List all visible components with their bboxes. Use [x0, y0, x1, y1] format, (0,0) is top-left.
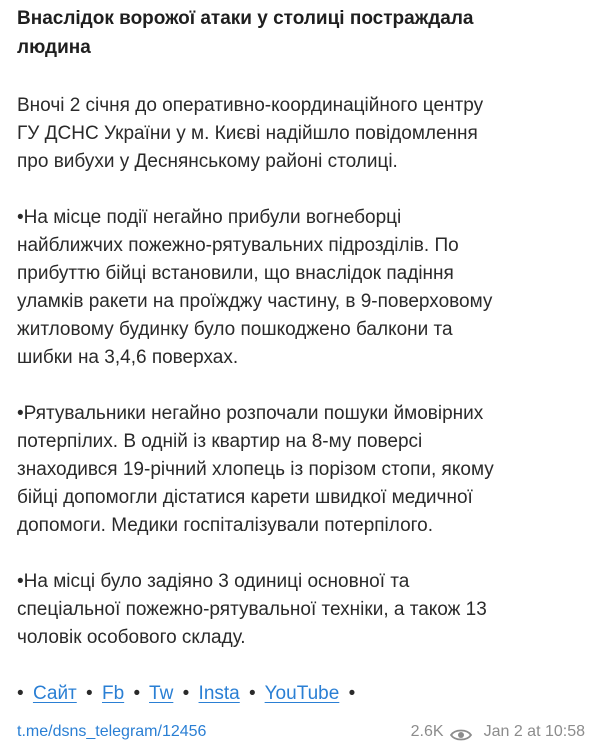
- paragraph-line: допомоги. Медики госпіталізували потерпілого.: [17, 515, 434, 536]
- paragraph-2: [17, 204, 585, 372]
- bullet-separator: •: [86, 683, 93, 704]
- paragraph-line: найближчих пожежно-рятувальних підрозділів. По: [17, 235, 459, 256]
- instagram-link[interactable]: Insta: [198, 683, 240, 704]
- paragraph-line: ГУ ДСНС України у м. Києві надійшло повідомлення: [17, 123, 478, 144]
- post-title-line-2: людина: [17, 37, 91, 58]
- paragraph-line: знаходився 19-річний хлопець із порізом стопи, якому: [17, 459, 494, 480]
- post-date: Jan 2 at 10:58: [483, 723, 585, 740]
- paragraph-line: шибки на 3,4,6 поверхах.: [17, 347, 239, 368]
- paragraph-line: •Рятувальники негайно розпочали пошуки ймовірних: [17, 403, 484, 424]
- paragraph-line: Вночі 2 січня до оперативно-координаційного центру: [17, 95, 484, 116]
- twitter-link[interactable]: Tw: [149, 683, 174, 704]
- paragraph-line: житловому будинку було пошкоджено балкони та: [17, 319, 453, 340]
- paragraph-1: [17, 92, 585, 176]
- view-count: 2.6K: [410, 723, 444, 740]
- paragraph-line: бійці допомогли дістатися карети швидкої медичної: [17, 487, 473, 508]
- paragraph-3: [17, 400, 585, 540]
- site-link[interactable]: Сайт: [32, 683, 77, 704]
- post-footer: [17, 719, 585, 745]
- paragraph-line: прибуттю бійці встановили, що внаслідок падіння: [17, 263, 454, 284]
- bullet-separator: •: [249, 683, 256, 704]
- paragraph-line: чоловік особового складу.: [17, 627, 246, 648]
- bullet-separator: •: [133, 683, 141, 704]
- post-meta: [411, 719, 585, 745]
- paragraph-line: про вибухи у Деснянському районі столиці.: [17, 151, 398, 172]
- post-permalink[interactable]: t.me/dsns_telegram/12456: [17, 723, 207, 740]
- paragraph-4: [17, 568, 585, 652]
- paragraph-line: потерпілих. В одній із квартир на 8-му поверсі: [17, 431, 423, 452]
- paragraph-line: •На місці було задіяно 3 одиниці основної та: [17, 571, 410, 592]
- bullet-separator: •: [182, 683, 190, 704]
- facebook-link[interactable]: Fb: [101, 683, 125, 704]
- social-links-row: [17, 680, 585, 708]
- bullet-separator: •: [348, 683, 356, 704]
- eye-icon: [450, 725, 472, 739]
- post-title: [17, 4, 585, 62]
- bullet-separator: •: [17, 683, 24, 704]
- youtube-link[interactable]: YouTube: [264, 683, 340, 704]
- paragraph-line: спеціальної пожежно-рятувальної техніки, а також 13: [17, 599, 487, 620]
- paragraph-line: уламків ракети на проїжджу частину, в 9-поверховому: [17, 291, 493, 312]
- post-title-line-1: Внаслідок ворожої атаки у столиці постраждала: [17, 8, 474, 29]
- paragraph-line: •На місце події негайно прибули вогнеборці: [17, 207, 402, 228]
